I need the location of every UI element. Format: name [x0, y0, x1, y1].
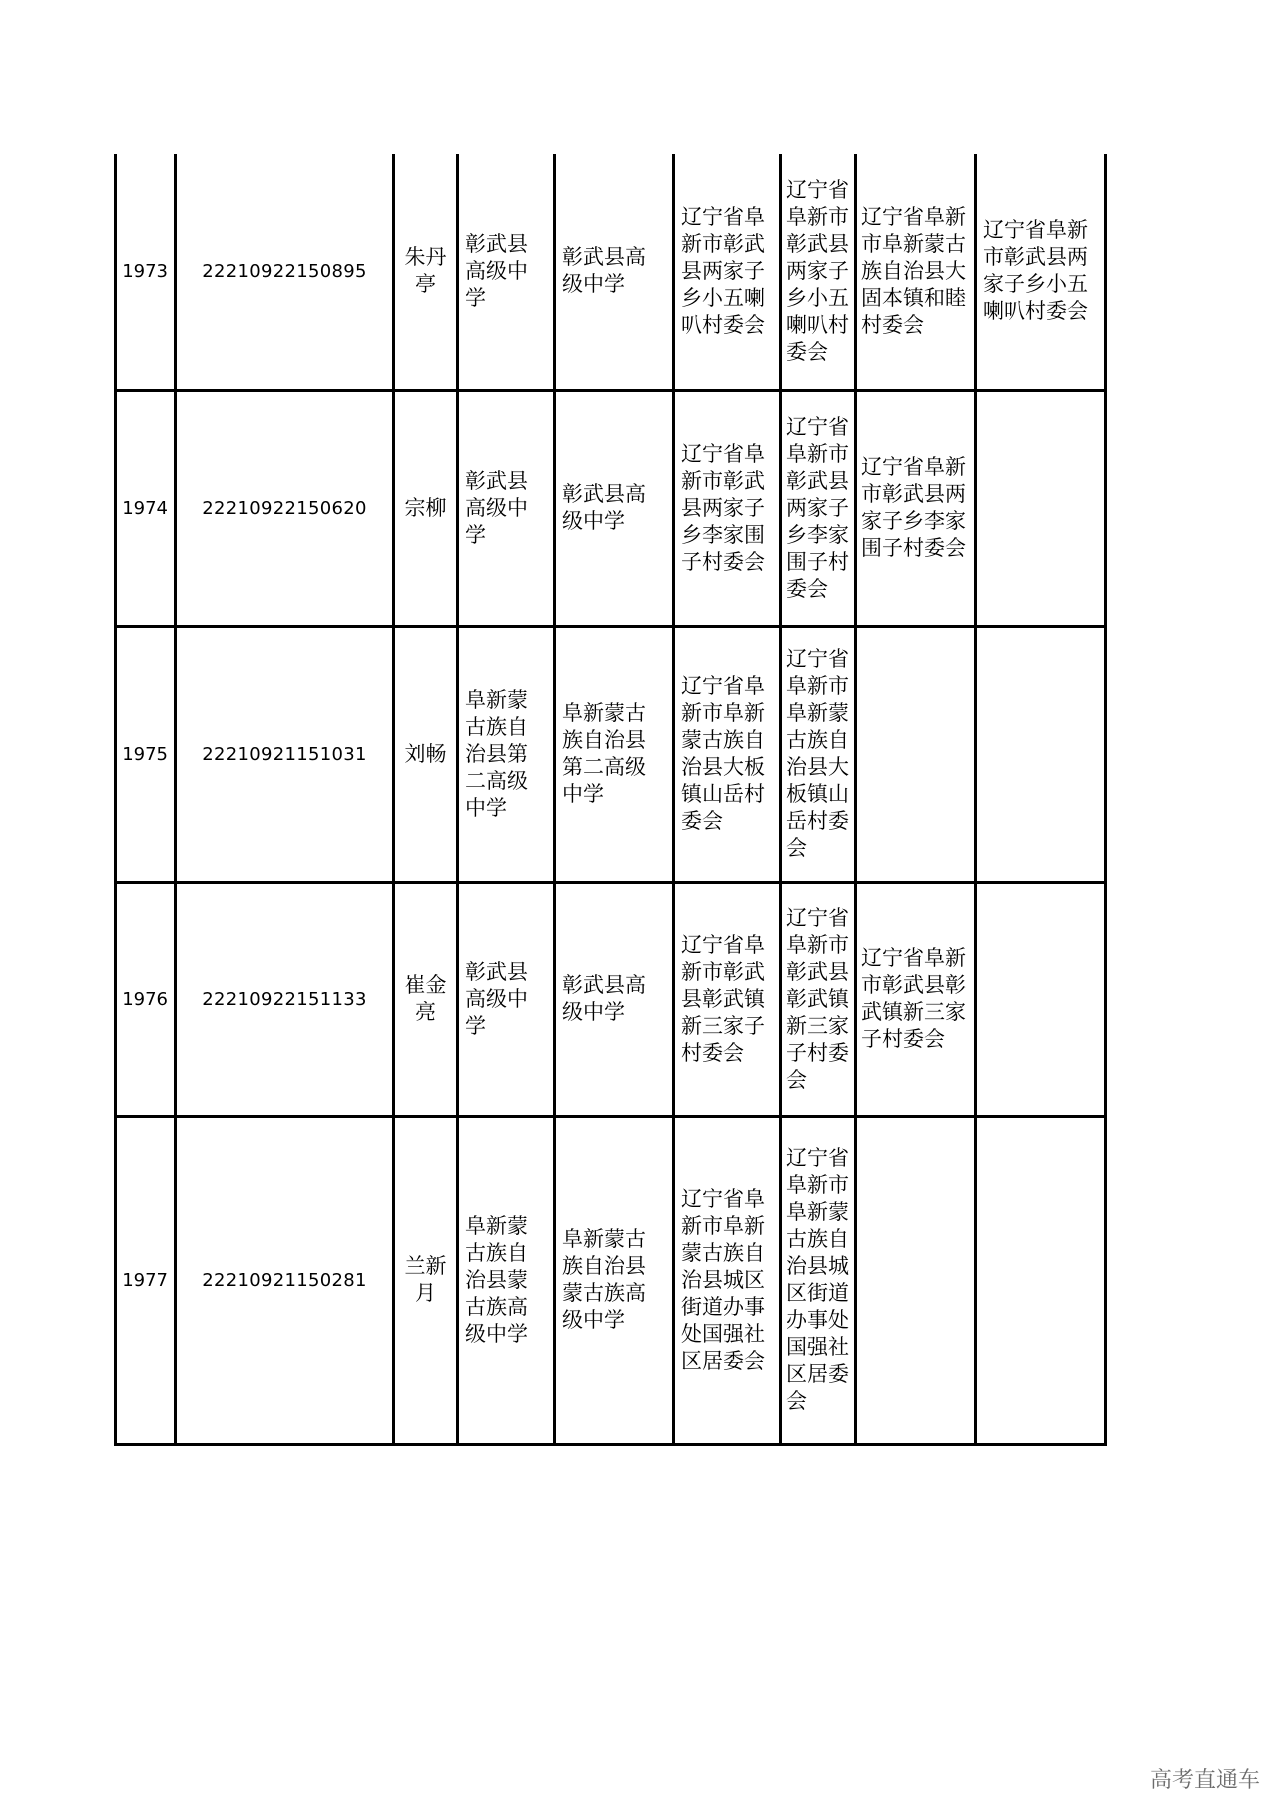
watermark-text: 高考直通车: [1149, 1768, 1260, 1793]
name-cell: 刘畅: [394, 626, 458, 882]
table-row: [116, 882, 1106, 1116]
table-row: [116, 154, 1106, 390]
school-full-cell: 阜新蒙古族自治县蒙古族高级中学: [555, 1116, 674, 1444]
school-full-cell: 彰武县高级中学: [555, 390, 674, 626]
address-c-cell: 辽宁省阜新市彰武县彰武镇新三家子村委会: [856, 882, 976, 1116]
address-a-cell: 辽宁省阜新市彰武县两家子乡李家围子村委会: [674, 390, 781, 626]
name-cell: 崔金亮: [394, 882, 458, 1116]
roster-table: [114, 154, 1107, 1446]
seq-cell: 1975: [116, 626, 176, 882]
address-a-cell: 辽宁省阜新市彰武县彰武镇新三家子村委会: [674, 882, 781, 1116]
address-b-cell: 辽宁省阜新市彰武县两家子乡李家围子村委会: [781, 390, 856, 626]
school-cell: 彰武县高级中学: [458, 390, 555, 626]
seq-cell: 1973: [116, 154, 176, 390]
seq-cell: 1974: [116, 390, 176, 626]
address-c-cell: 辽宁省阜新市彰武县两家子乡李家围子村委会: [856, 390, 976, 626]
address-c-cell: 辽宁省阜新市阜新蒙古族自治县大固本镇和睦村委会: [856, 154, 976, 390]
address-d-cell: 辽宁省阜新市彰武县两家子乡小五喇叭村委会: [976, 154, 1106, 390]
school-full-cell: 彰武县高级中学: [555, 154, 674, 390]
exam-no-cell: 22210922150895: [176, 154, 394, 390]
address-c-cell: [856, 626, 976, 882]
name-cell: 宗柳: [394, 390, 458, 626]
school-cell: 彰武县高级中学: [458, 882, 555, 1116]
seq-cell: 1976: [116, 882, 176, 1116]
address-b-cell: 辽宁省阜新市阜新蒙古族自治县大板镇山岳村委会: [781, 626, 856, 882]
address-d-cell: [976, 626, 1106, 882]
address-b-cell: 辽宁省阜新市彰武县两家子乡小五喇叭村委会: [781, 154, 856, 390]
name-cell: 朱丹亭: [394, 154, 458, 390]
table-row: [116, 626, 1106, 882]
address-d-cell: [976, 390, 1106, 626]
address-b-cell: 辽宁省阜新市彰武县彰武镇新三家子村委会: [781, 882, 856, 1116]
exam-no-cell: 22210922151133: [176, 882, 394, 1116]
address-b-cell: 辽宁省阜新市阜新蒙古族自治县城区街道办事处国强社区居委会: [781, 1116, 856, 1444]
exam-no-cell: 22210921150281: [176, 1116, 394, 1444]
address-c-cell: [856, 1116, 976, 1444]
school-full-cell: 彰武县高级中学: [555, 882, 674, 1116]
address-a-cell: 辽宁省阜新市阜新蒙古族自治县大板镇山岳村委会: [674, 626, 781, 882]
name-cell: 兰新月: [394, 1116, 458, 1444]
school-full-cell: 阜新蒙古族自治县第二高级中学: [555, 626, 674, 882]
address-d-cell: [976, 882, 1106, 1116]
exam-no-cell: 22210922150620: [176, 390, 394, 626]
address-a-cell: 辽宁省阜新市阜新蒙古族自治县城区街道办事处国强社区居委会: [674, 1116, 781, 1444]
table-row: [116, 1116, 1106, 1444]
school-cell: 阜新蒙古族自治县蒙古族高级中学: [458, 1116, 555, 1444]
table-row: [116, 390, 1106, 626]
address-d-cell: [976, 1116, 1106, 1444]
school-cell: 阜新蒙古族自治县第二高级中学: [458, 626, 555, 882]
exam-no-cell: 22210921151031: [176, 626, 394, 882]
seq-cell: 1977: [116, 1116, 176, 1444]
address-a-cell: 辽宁省阜新市彰武县两家子乡小五喇叭村委会: [674, 154, 781, 390]
school-cell: 彰武县高级中学: [458, 154, 555, 390]
